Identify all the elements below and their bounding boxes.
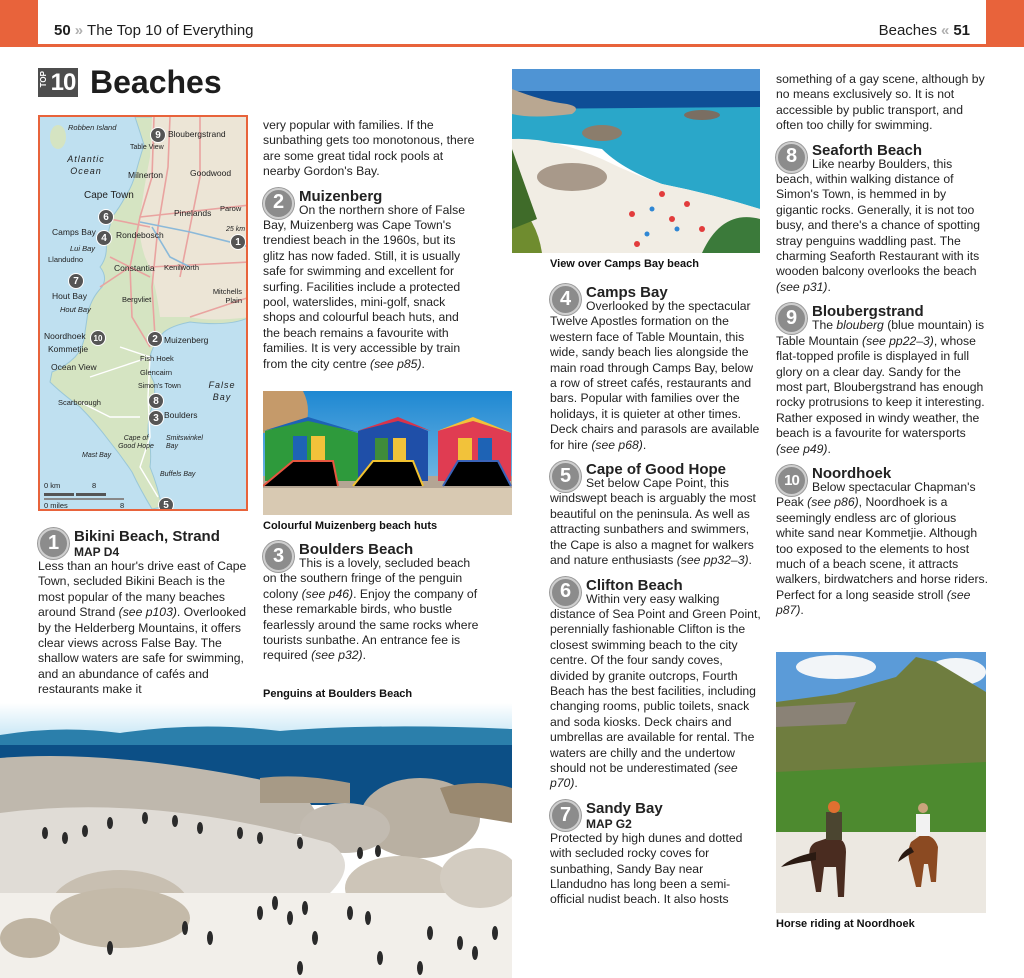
page-reference[interactable]: (see p68) (591, 437, 643, 452)
left-section-title: The Top 10 of Everything (87, 22, 254, 39)
entry-text: Below spectacular Chapman's Peak (see p86), Noordhoek is a seemingly endless arc of glorious white sand near Kommetjie. Although too exposed to the elements to host much of a beach scene, it attracts walkers, birdwatchers and horse riders. Perfect for a long seaside stroll (see p87). (776, 479, 989, 618)
column-3 (550, 276, 762, 908)
page-reference[interactable]: (see p103) (118, 605, 177, 620)
map-label: Muizenberg (164, 335, 209, 345)
map-label: Camps Bay (52, 227, 96, 237)
entry-title: Bloubergstrand (812, 303, 924, 321)
map-pin-6[interactable]: 6 (98, 209, 114, 225)
entry-title: Camps Bay (586, 284, 668, 301)
header-left (54, 22, 254, 39)
photo-caption: Colourful Muizenberg beach huts (263, 520, 438, 532)
entry-3 (263, 535, 479, 664)
photo-caption: Penguins at Boulders Beach (263, 688, 413, 700)
entry-1-continued: very popular with families. If the sunbathing gets too monotonous, there are some great tidal rock pools at nearby Gordon's Bay. (263, 118, 475, 179)
entry-4 (550, 284, 762, 453)
entry-7-continued: something of a gay scene, although by no means exclusively so. It is not accessible by public transport, and often too chilly for swimming. (776, 72, 985, 133)
map-label: Pinelands (174, 208, 212, 218)
entry-text: Set below Cape Point, this windswept beach is arguably the most beautiful on the peninsula. As well as attracting sunbathers and swimmers, the Cape is also a magnet for walkers and nature enthusiasts (see pp32–3). (550, 476, 756, 568)
entry-text: Protected by high dunes and dotted with secluded rocky coves for sunbathing, Sandy Bay near Llandudno has long been a semi-official nudist beach. It also hosts (550, 830, 743, 907)
entry-10 (776, 465, 988, 619)
map-label: Llandudno (48, 255, 84, 264)
map-label: Ocean View (51, 362, 97, 372)
page-reference[interactable]: (see p86) (807, 495, 859, 510)
map-label: Bergvliet (122, 295, 152, 304)
page-reference[interactable]: (see p31) (776, 279, 828, 294)
map-reference[interactable]: MAP G2 (586, 816, 632, 831)
map-pin-4[interactable]: 4 (96, 230, 112, 246)
page-header (0, 0, 1024, 47)
page-reference[interactable]: (see p32) (311, 648, 363, 663)
entry-text: On the northern shore of False Bay, Muizenberg was Cape Town's trendiest beach in the 1960s, but its glitz has now faded. Still, it is usually safe for swimming and excellent for surfing. Facilities include a protected pool, waterslides, mini-golf, snack shops and colourful beach huts, and the beach remains a favourite with families. It is very accessible by train from the city centre (see p85). (263, 202, 465, 371)
map-label: Cape Town (84, 190, 134, 201)
noordhoek-horses-photo (776, 652, 986, 913)
number-badge-icon: 5 (550, 461, 581, 492)
right-page-number: 51 (953, 22, 970, 39)
map-pin-9[interactable]: 9 (150, 127, 166, 143)
map-label: Milnerton (128, 170, 163, 180)
scale-miles-label: 0 miles (44, 501, 68, 510)
top10-logo-icon (38, 68, 78, 97)
map-pin-8[interactable]: 8 (148, 393, 164, 409)
page-reference[interactable]: (see pp22–3) (862, 333, 934, 348)
entry-text: Overlooked by the spectacular Twelve Apostles formation on the western face of Table Mountain, this wide, sandy beach lies alongside the main road through Camps Bay, below a row of street cafés, restaurants and bars. Popular with families over the holidays, it is quieter at other times. Deck chairs and parasols are available for hire (see p68). (550, 299, 760, 452)
number-badge-icon: 4 (550, 284, 581, 315)
entry-title: Noordhoek (812, 464, 892, 482)
entry-title: Cape of Good Hope (586, 461, 726, 479)
beaches-map (38, 115, 248, 511)
number-badge-icon: 10 (776, 465, 807, 496)
column-4 (776, 72, 988, 619)
entry-title: Clifton Beach (586, 576, 683, 594)
entry-9 (776, 303, 988, 457)
map-label: Boulders (164, 410, 198, 420)
entry-title: Seaforth Beach (812, 141, 923, 159)
map-label: Buffels Bay (160, 471, 196, 478)
map-label: Hout Bay (60, 305, 91, 314)
scale-km-end: 8 (92, 481, 97, 490)
map-label: Kenilworth (164, 263, 200, 272)
entry-title: Boulders Beach (299, 541, 414, 558)
map-label: Smitswinkel Bay (166, 435, 203, 450)
map-label: Table View (130, 144, 164, 151)
header-right (879, 22, 970, 39)
number-badge-icon: 2 (263, 188, 294, 219)
chevron-left-icon: « (940, 22, 950, 39)
page-reference[interactable]: (see p70) (550, 760, 738, 791)
page-reference[interactable]: (see pp32–3) (676, 553, 749, 568)
scale-km-label: 0 km (44, 481, 61, 490)
photo-caption: View over Camps Bay beach (550, 258, 699, 270)
map-label: Parow (220, 204, 242, 213)
header-tab-left (0, 0, 38, 45)
entry-5 (550, 461, 762, 568)
map-label: Atlantic Ocean (67, 154, 105, 176)
number-badge-icon: 6 (550, 577, 581, 608)
scale-miles-end: 8 (120, 501, 125, 510)
number-badge-icon: 1 (38, 528, 69, 559)
left-page-number: 50 (54, 22, 71, 39)
entry-2 (263, 188, 479, 372)
top10-logo-top: TOP (39, 71, 48, 88)
map-label: Hout Bay (52, 291, 87, 301)
map-label: Noordhoek (44, 331, 86, 341)
map-pin-5[interactable]: 5 (158, 497, 174, 511)
entry-title: Sandy Bay (586, 799, 663, 817)
map-label: Robben Island (68, 123, 117, 132)
entry-6 (550, 577, 762, 792)
column-2 (263, 118, 479, 372)
page-reference[interactable]: (see p46) (301, 586, 354, 601)
entry-1 (38, 522, 253, 698)
map-label: Goodwood (190, 168, 232, 178)
map-label: Mitchells Plain (212, 287, 242, 305)
map-label: Glencairn (140, 368, 173, 377)
entry-text: Within very easy walking distance of Sea Point and Green Point, perennially fashionable Clifton is the closest swimming beach to the city centre. Of the four sandy coves, divided by granite outcrops, Fourth Beach has the best facilities, including changing rooms, public toilets, snack and soda kiosks. Deck chairs and umbrellas are available for rental. The waters are chilly and the undertow should not be underestimated (see p70). (550, 591, 761, 791)
map-label: Constantia (114, 263, 155, 273)
map-label: Scarborough (58, 398, 101, 407)
page-reference[interactable]: (see p85) (370, 356, 422, 371)
map-label: Mast Bay (82, 452, 112, 459)
entry-text: Like nearby Boulders, this beach, within walking distance of Simon's Town, is hemmed in by gigantic rocks. Generally, it is not too busy, and there's a chance of spotting stray penguins waddling past. The charming Seaforth Restaurant with its wooden balcony overlooks the beach (see p31). (776, 156, 981, 294)
chevron-right-icon: » (74, 22, 84, 39)
map-label: False Bay (208, 380, 236, 402)
number-badge-icon: 8 (776, 142, 807, 173)
entry-title: Muizenberg (299, 187, 383, 205)
map-pin-7[interactable]: 7 (68, 273, 84, 289)
map-label: 25 km (226, 226, 246, 233)
camps-bay-photo (512, 69, 760, 253)
header-tab-right (986, 0, 1024, 45)
page-reference[interactable]: (see p49) (776, 441, 828, 456)
entry-text: The blouberg (blue mountain) is Table Mountain (see pp22–3), whose flat-topped profile is displayed in full glory on a clear day. Sandy for the most part, Bloubergstrand has enough rocky protrusions to keep it interesting. Rather exposed in windy weather, the beach is a favourite for watersports (see p49). (776, 318, 985, 456)
page-title: Beaches (90, 64, 222, 100)
entry-7 (550, 800, 762, 908)
map-label: Kommetjie (48, 344, 89, 354)
map-reference[interactable]: MAP D4 (74, 545, 120, 559)
page-title-block (38, 64, 222, 101)
photo-caption: Horse riding at Noordhoek (776, 918, 915, 930)
map-label: Cape of Good Hope (118, 435, 154, 450)
entry-text: Less than an hour's drive east of Cape Town, secluded Bikini Beach is the most popular of the many beaches around Strand (see p103). Overlooked by the Helderberg Mountains, it offers clear views across False Bay. The shallow waters are safe for swimming, and an abundance of cafés and restaurants make it (38, 559, 247, 697)
number-badge-icon: 3 (263, 541, 294, 572)
number-badge-icon: 9 (776, 303, 807, 334)
entry-text: This is a lovely, secluded beach on the southern fringe of the penguin colony (see p46). Enjoy the company of these remarkable birds, who bustle fearlessly around the same rocks where tourists sunbathe. An entrance fee is required (see p32). (263, 556, 479, 663)
right-section-title: Beaches (878, 22, 937, 39)
page-reference[interactable]: (see p87) (776, 587, 971, 618)
boulders-penguins-photo (0, 703, 512, 978)
map-label: Fish Hoek (140, 354, 174, 363)
number-badge-icon: 7 (550, 800, 581, 831)
map-pin-2[interactable]: 2 (147, 331, 163, 347)
map-pin-3[interactable]: 3 (148, 410, 164, 426)
map-pin-10[interactable]: 10 (90, 330, 106, 346)
map-pin-1[interactable]: 1 (230, 234, 246, 250)
map-label: Bloubergstrand (168, 129, 226, 139)
entry-title: Bikini Beach, Strand (74, 528, 220, 545)
entry-8 (776, 142, 988, 296)
muizenberg-huts-photo (263, 391, 512, 515)
map-label: Rondebosch (116, 230, 164, 240)
map-label: Lui Bay (70, 244, 96, 253)
map-label: Simon's Town (138, 383, 181, 390)
top10-logo-ten: 10 (50, 68, 76, 96)
